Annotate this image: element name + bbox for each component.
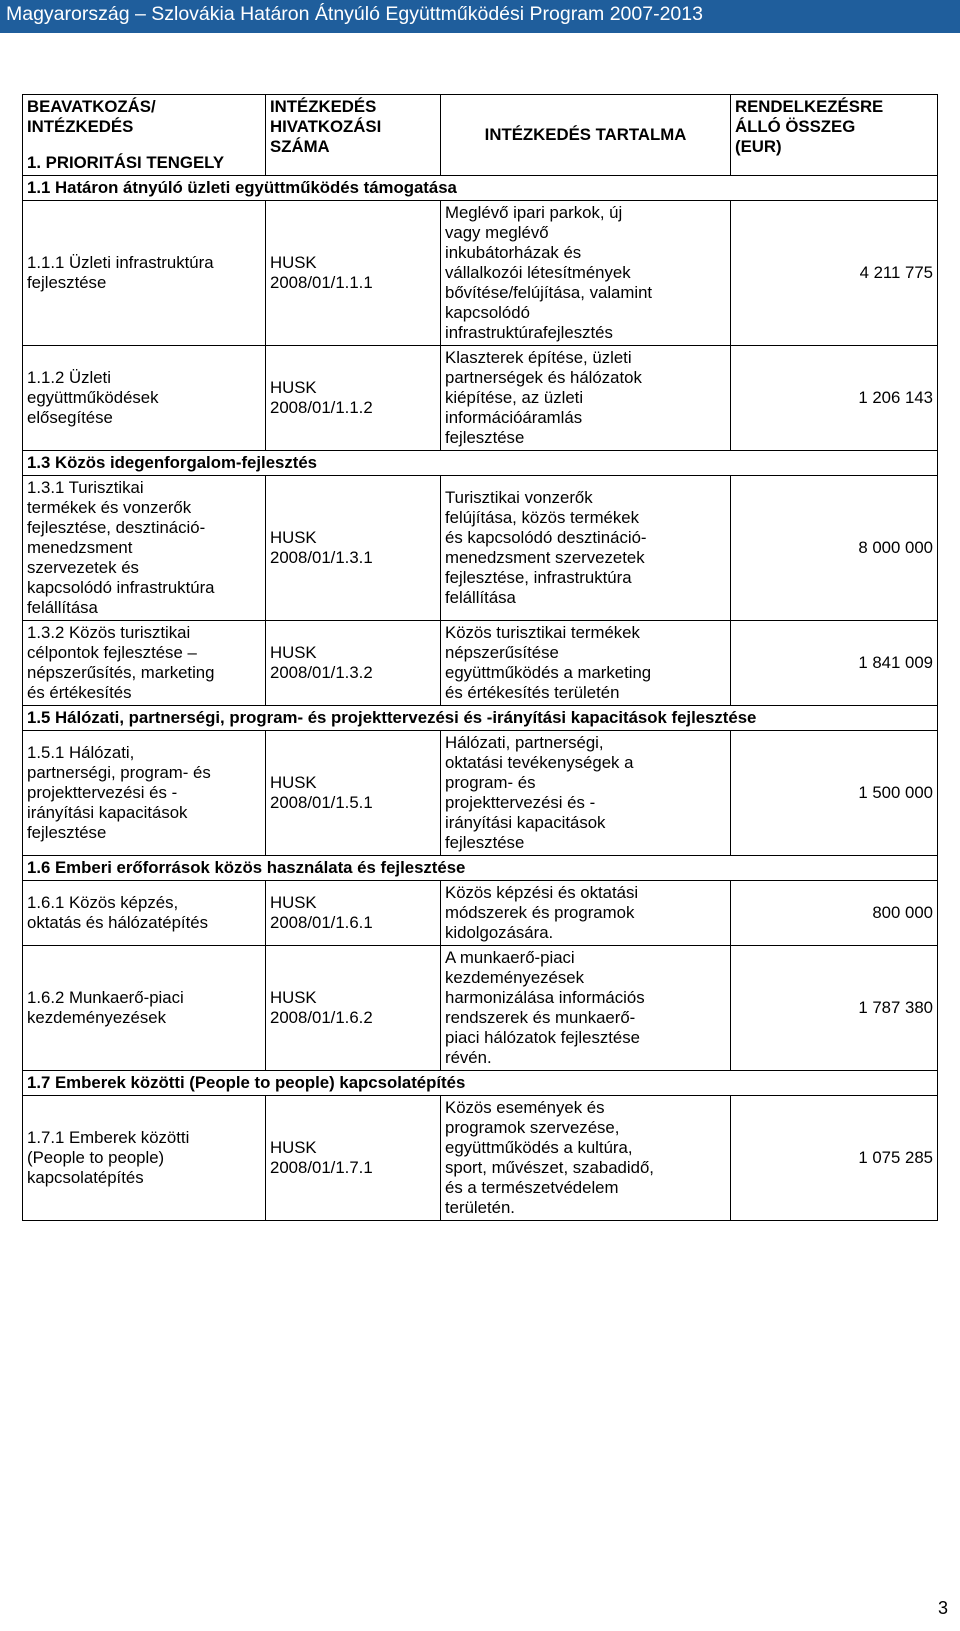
page-number: 3 [937, 1598, 948, 1618]
table-row [23, 881, 938, 946]
measure-content-cell: Turisztikai vonzerők felújítása, közös termékek és kapcsolódó desztináció- menedzsment szervezetek fejlesztése, infrastruktúra felállítása [441, 476, 731, 621]
measure-content-cell: Meglévő ipari parkok, új vagy meglévő inkubátorházak és vállalkozói létesítmények bővítése/felújítása, valamint kapcsolódó infrastruktúrafejlesztés [441, 201, 731, 346]
measure-reference-cell: HUSK 2008/01/1.1.1 [266, 201, 441, 346]
table-row [23, 346, 938, 451]
measure-name-cell: 1.6.2 Munkaerő-piaci kezdeményezések [23, 946, 266, 1071]
section-row [23, 176, 938, 201]
table-row [23, 946, 938, 1071]
measure-amount-cell: 1 841 009 [731, 621, 938, 706]
page-header-bar [0, 0, 960, 33]
measure-amount-cell: 1 500 000 [731, 731, 938, 856]
measure-reference-cell: HUSK 2008/01/1.1.2 [266, 346, 441, 451]
section-title: 1.5 Hálózati, partnerségi, program- és projekttervezési és -irányítási kapacitások fejlesztése [23, 706, 938, 731]
measure-reference-cell: HUSK 2008/01/1.5.1 [266, 731, 441, 856]
measure-reference-cell: HUSK 2008/01/1.6.1 [266, 881, 441, 946]
measure-reference-cell: HUSK 2008/01/1.6.2 [266, 946, 441, 1071]
measure-name-cell: 1.3.2 Közös turisztikai célpontok fejlesztése – népszerűsítés, marketing és értékesítés [23, 621, 266, 706]
measure-name-cell: 1.1.1 Üzleti infrastruktúra fejlesztése [23, 201, 266, 346]
measure-content-cell: A munkaerő-piaci kezdeményezések harmonizálása információs rendszerek és munkaerő- piaci hálózatok fejlesztése révén. [441, 946, 731, 1071]
table-row [23, 621, 938, 706]
col-header-intervention [23, 95, 266, 176]
table-row [23, 201, 938, 346]
measure-name-cell: 1.6.1 Közös képzés, oktatás és hálózatépítés [23, 881, 266, 946]
priority-axis-label: 1. PRIORITÁSI TENGELY [27, 153, 225, 172]
measure-name-cell: 1.5.1 Hálózati, partnerségi, program- és projekttervezési és - irányítási kapacitások fejlesztése [23, 731, 266, 856]
measure-amount-cell: 4 211 775 [731, 201, 938, 346]
measure-content-cell: Közös események és programok szervezése, együttműködés a kultúra, sport, művészet, szabadidő, és a természetvédelem területén. [441, 1096, 731, 1221]
table-row [23, 1096, 938, 1221]
table-header-row [23, 95, 938, 176]
col-header-intervention-label: BEAVATKOZÁS/ INTÉZKEDÉS [27, 97, 156, 136]
section-row [23, 451, 938, 476]
col-header-amount: RENDELKEZÉSRE ÁLLÓ ÖSSZEG (EUR) [731, 95, 938, 176]
col-header-content: INTÉZKEDÉS TARTALMA [441, 95, 731, 176]
measure-name-cell: 1.7.1 Emberek közötti (People to people) kapcsolatépítés [23, 1096, 266, 1221]
measure-name-cell: 1.1.2 Üzleti együttműködések elősegítése [23, 346, 266, 451]
section-title: 1.7 Emberek közötti (People to people) kapcsolatépítés [23, 1071, 938, 1096]
measure-amount-cell: 800 000 [731, 881, 938, 946]
measure-reference-cell: HUSK 2008/01/1.3.2 [266, 621, 441, 706]
table-row [23, 476, 938, 621]
measure-reference-cell: HUSK 2008/01/1.7.1 [266, 1096, 441, 1221]
section-row [23, 856, 938, 881]
section-row [23, 706, 938, 731]
col-header-reference: INTÉZKEDÉS HIVATKOZÁSI SZÁMA [266, 95, 441, 176]
table-row [23, 731, 938, 856]
measure-amount-cell: 8 000 000 [731, 476, 938, 621]
measure-content-cell: Hálózati, partnerségi, oktatási tevékenységek a program- és projekttervezési és - irányítási kapacitások fejlesztése [441, 731, 731, 856]
measure-amount-cell: 1 206 143 [731, 346, 938, 451]
section-title: 1.1 Határon átnyúló üzleti együttműködés támogatása [23, 176, 938, 201]
measure-name-cell: 1.3.1 Turisztikai termékek és vonzerők fejlesztése, desztináció- menedzsment szervezetek és kapcsolódó infrastruktúra felállítása [23, 476, 266, 621]
measure-amount-cell: 1 075 285 [731, 1096, 938, 1221]
measure-reference-cell: HUSK 2008/01/1.3.1 [266, 476, 441, 621]
measure-content-cell: Klaszterek építése, üzleti partnerségek és hálózatok kiépítése, az üzleti információáramlás fejlesztése [441, 346, 731, 451]
measure-content-cell: Közös turisztikai termékek népszerűsítése együttműködés a marketing és értékesítés területén [441, 621, 731, 706]
measure-amount-cell: 1 787 380 [731, 946, 938, 1071]
section-title: 1.6 Emberi erőforrások közös használata és fejlesztése [23, 856, 938, 881]
measure-content-cell: Közös képzési és oktatási módszerek és programok kidolgozására. [441, 881, 731, 946]
page-header-title: Magyarország – Szlovákia Határon Átnyúló Együttműködési Program 2007-2013 [6, 3, 703, 25]
section-title: 1.3 Közös idegenforgalom-fejlesztés [23, 451, 938, 476]
program-measures-table [22, 94, 938, 1221]
section-row [23, 1071, 938, 1096]
